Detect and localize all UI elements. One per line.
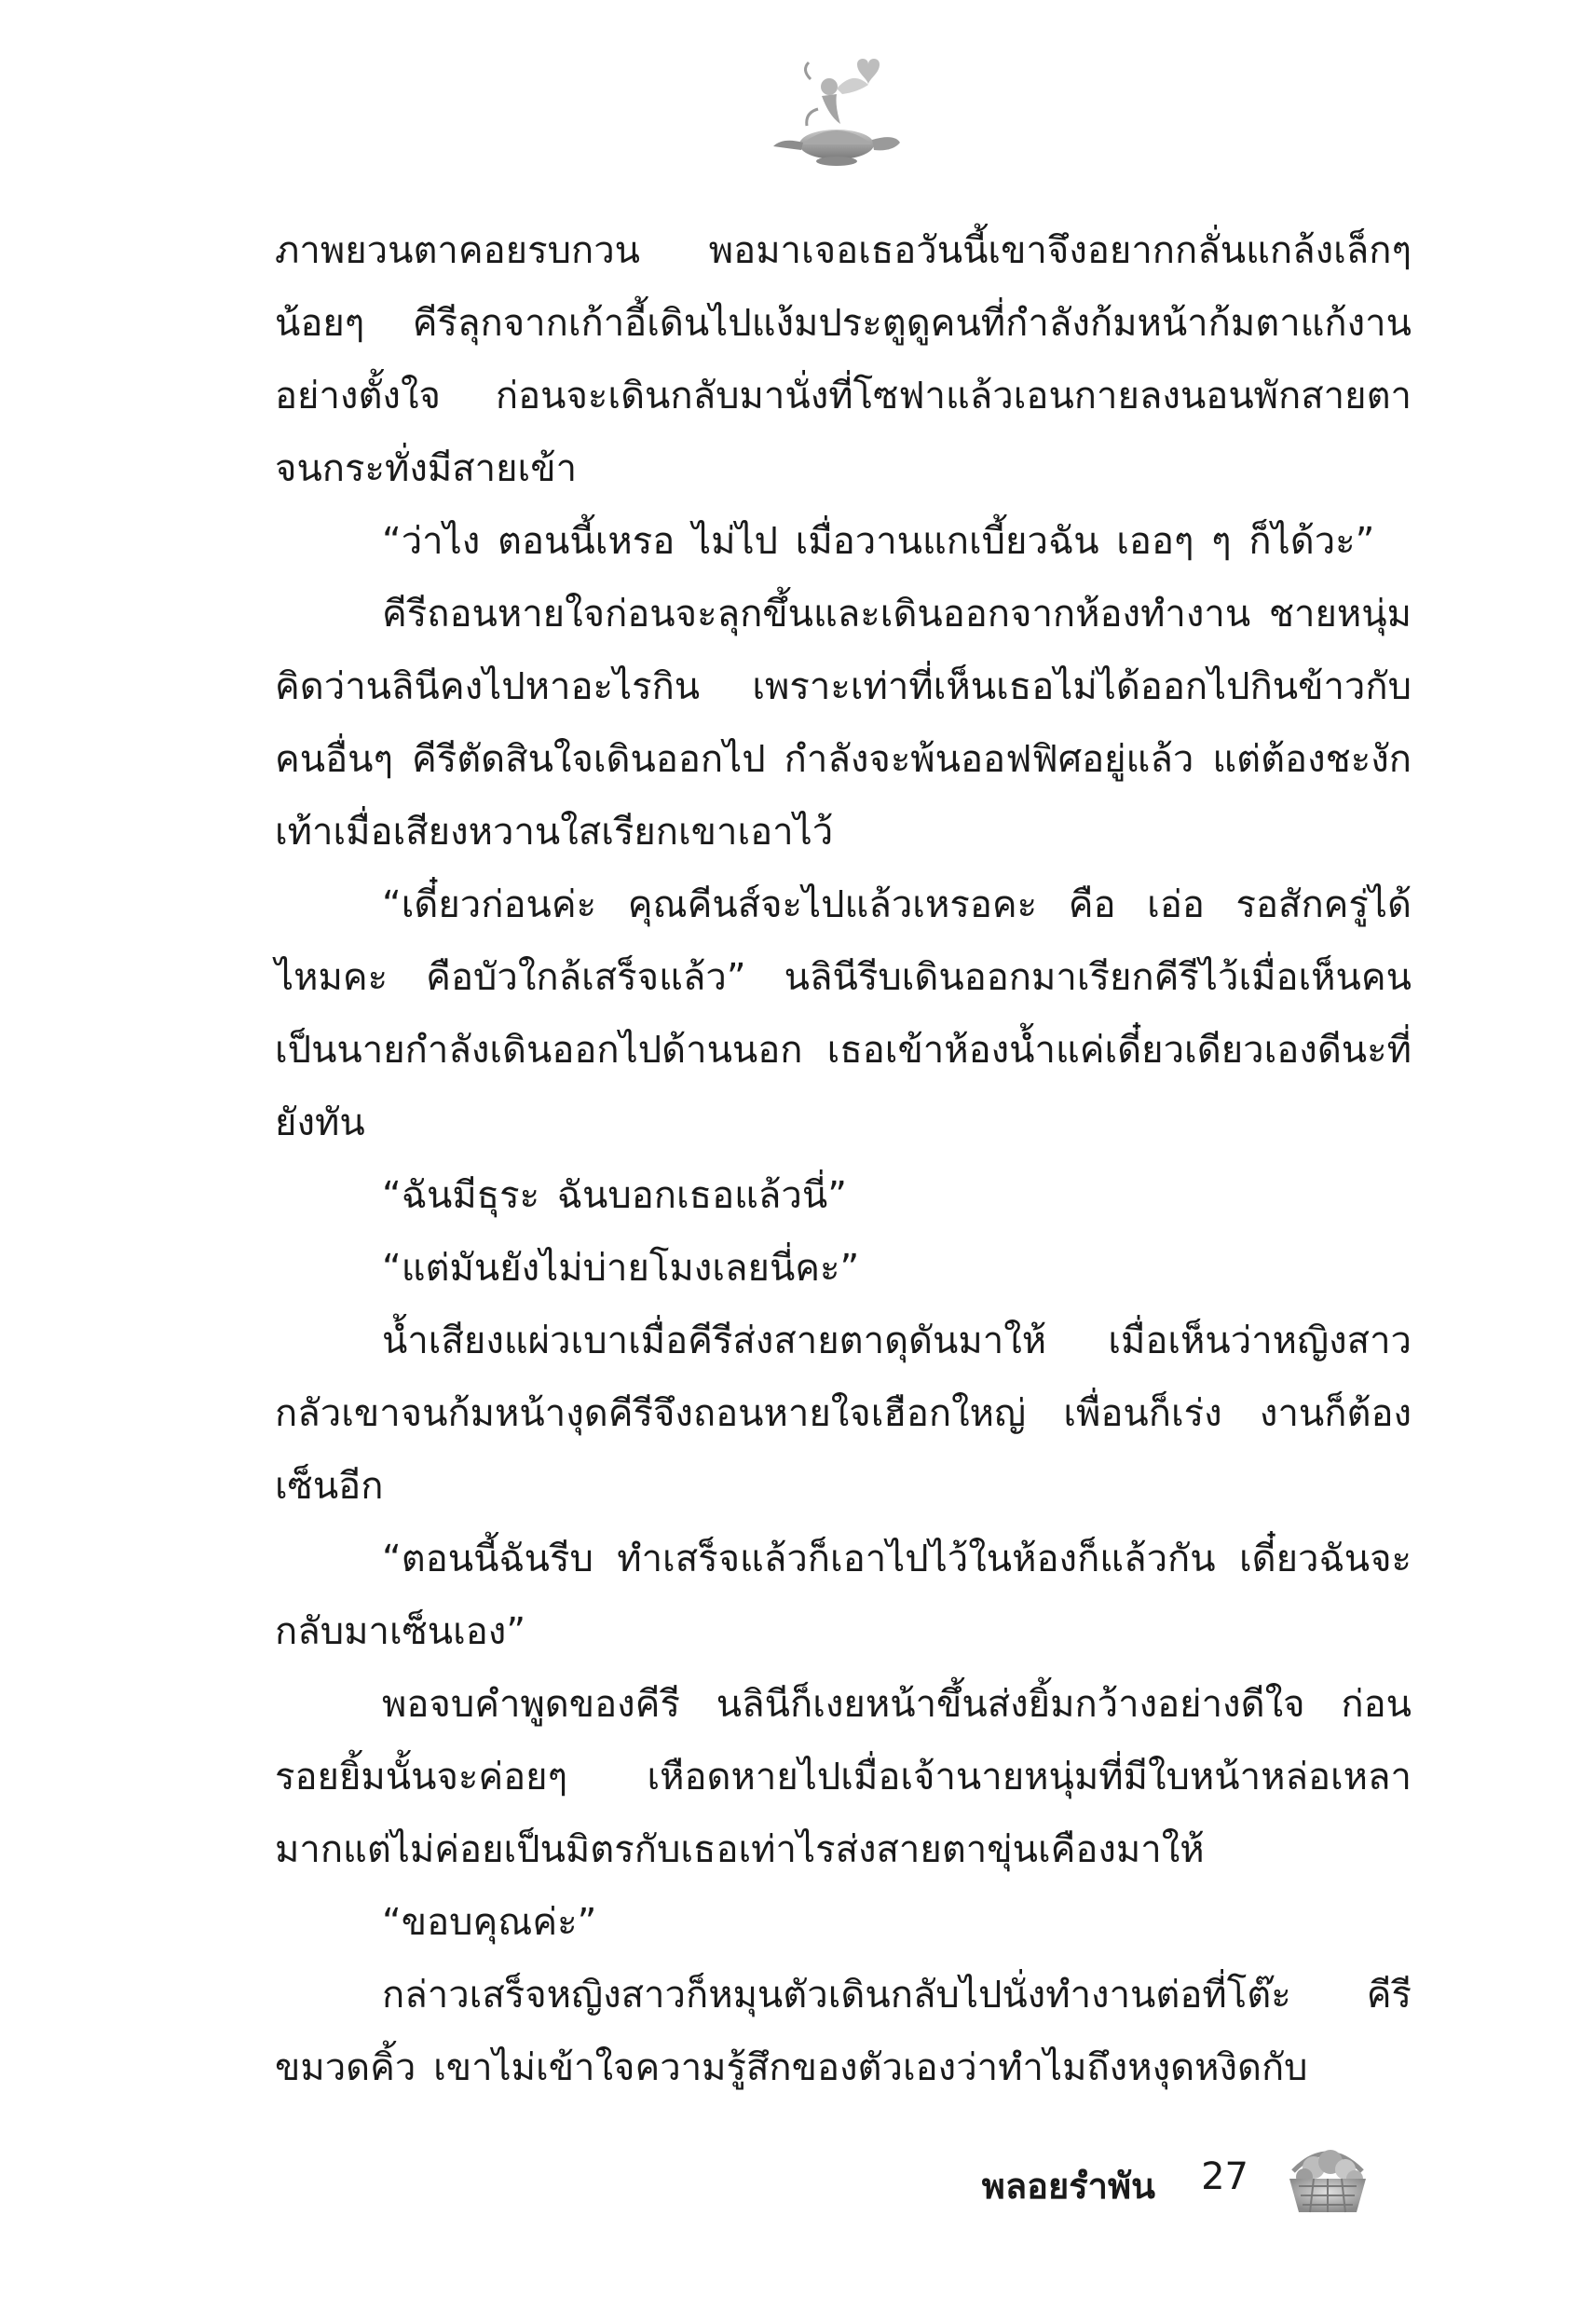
page-footer [981, 2125, 1416, 2236]
paragraph-6: “แต่มันยังไม่บ่ายโมงเลยนี่คะ” [382, 1247, 860, 1290]
paragraph-9: พอจบคำพูดของคีรี นลินีก็เงยหน้าขึ้นส่งยิ้มกว้างอย่างดีใจ ก่อนรอยยิ้มนั้นจะค่อยๆ เหือดหายไปเมื่อเจ้านายหนุ่มที่มีใบหน้าหล่อเหลามากแต่ไม่ค่อยเป็นมิตรกับเธอเท่าไรส่งสายตาขุ่นเคืองมาให้ [275, 1683, 1412, 1871]
flower-basket-ornament-icon [1276, 2126, 1379, 2220]
cupid-teapot-ornament-icon [764, 51, 904, 172]
page-number: 27 [1201, 2155, 1248, 2198]
paragraph-1: ภาพยวนตาคอยรบกวน พอมาเจอเธอวันนี้เขาจึงอยากกลั่นแกล้งเล็กๆ น้อยๆ คีรีลุกจากเก้าอี้เดินไปแง้มประตูดูคนที่กำลังก้มหน้าก้มตาแก้งานอย่างตั้งใจ ก่อนจะเดินกลับมานั่งที่โซฟาแล้วเอนกายลงนอนพักสายตาจนกระทั่งมีสายเข้า [275, 229, 1412, 490]
body-text [275, 214, 1412, 2104]
paragraph-2: “ว่าไง ตอนนี้เหรอ ไม่ไป เมื่อวานแกเบี้ยวฉัน เออๆ ๆ ก็ได้วะ” [382, 520, 1375, 563]
paragraph-11: กล่าวเสร็จหญิงสาวก็หมุนตัวเดินกลับไปนั่งทำงานต่อที่โต๊ะ คีรีขมวดคิ้ว เขาไม่เข้าใจความรู้สึกของตัวเองว่าทำไมถึงหงุดหงิดกับ [275, 1974, 1412, 2089]
paragraph-7: น้ำเสียงแผ่วเบาเมื่อคีรีส่งสายตาดุดันมาให้ เมื่อเห็นว่าหญิงสาวกลัวเขาจนก้มหน้างุดคีรีจึงถอนหายใจเฮือกใหญ่ เพื่อนก็เร่ง งานก็ต้องเซ็นอีก [275, 1320, 1412, 1508]
paragraph-10: “ขอบคุณค่ะ” [382, 1901, 597, 1944]
book-title: พลอยรำพัน [981, 2166, 1155, 2207]
paragraph-8: “ตอนนี้ฉันรีบ ทำเสร็จแล้วก็เอาไปไว้ในห้องก็แล้วกัน เดี๋ยวฉันจะกลับมาเซ็นเอง” [275, 1538, 1412, 1653]
paragraph-4: “เดี๋ยวก่อนค่ะ คุณคีนส์จะไปแล้วเหรอคะ คือ เอ่อ รอสักครู่ได้ไหมคะ คือบัวใกล้เสร็จแล้ว” นลินีรีบเดินออกมาเรียกคีรีไว้เมื่อเห็นคนเป็นนายกำลังเดินออกไปด้านนอก เธอเข้าห้องน้ำแค่เดี๋ยวเดียวเองดีนะที่ยังทัน [275, 883, 1412, 1144]
paragraph-3: คีรีถอนหายใจก่อนจะลุกขึ้นและเดินออกจากห้องทำงาน ชายหนุ่มคิดว่านลินีคงไปหาอะไรกิน เพราะเท่าที่เห็นเธอไม่ได้ออกไปกินข้าวกับคนอื่นๆ คีรีตัดสินใจเดินออกไป กำลังจะพ้นออฟฟิศอยู่แล้ว แต่ต้องชะงักเท้าเมื่อเสียงหวานใสเรียกเขาเอาไว้ [275, 593, 1412, 854]
paragraph-5: “ฉันมีธุระ ฉันบอกเธอแล้วนี่” [382, 1174, 847, 1217]
